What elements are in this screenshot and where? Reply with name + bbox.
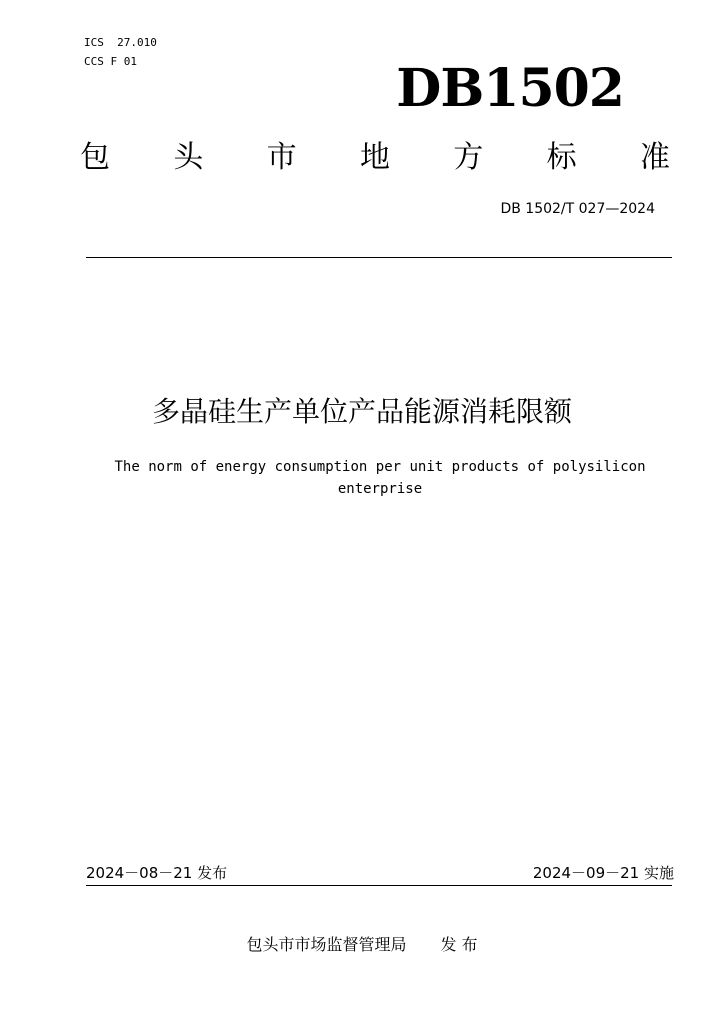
document-title-english: The norm of energy consumption per unit products of polysilicon enterprise [114,459,646,497]
standard-type-char: 头 [173,140,204,175]
standard-type-char: 标 [546,140,577,175]
issuer-line [0,934,724,956]
bottom-divider [86,885,672,886]
implementation-date: 2024－09－21 实施 [532,864,674,882]
issue-date: 2024－08－21 发布 [86,864,228,882]
standard-type-char: 包 [80,140,110,175]
document-title-chinese: 多晶硅生产单位产品能源消耗限额 [151,395,572,428]
issuer-action: 发 布 [440,935,478,954]
ics-code: ICS 27.010 [84,36,157,49]
standard-type-char: 地 [359,140,390,175]
standard-type-char: 准 [639,140,670,175]
ccs-code: CCS F 01 [84,55,137,68]
standard-number: DB 1502/T 027—2024 [500,201,655,217]
issuer-name: 包头市市场监督管理局 [246,935,407,954]
standard-type-char: 市 [266,140,297,175]
db-logo: DB1502 [396,58,624,119]
top-divider [86,257,672,258]
standard-type-char: 方 [453,140,484,175]
standard-type-heading [80,140,670,176]
